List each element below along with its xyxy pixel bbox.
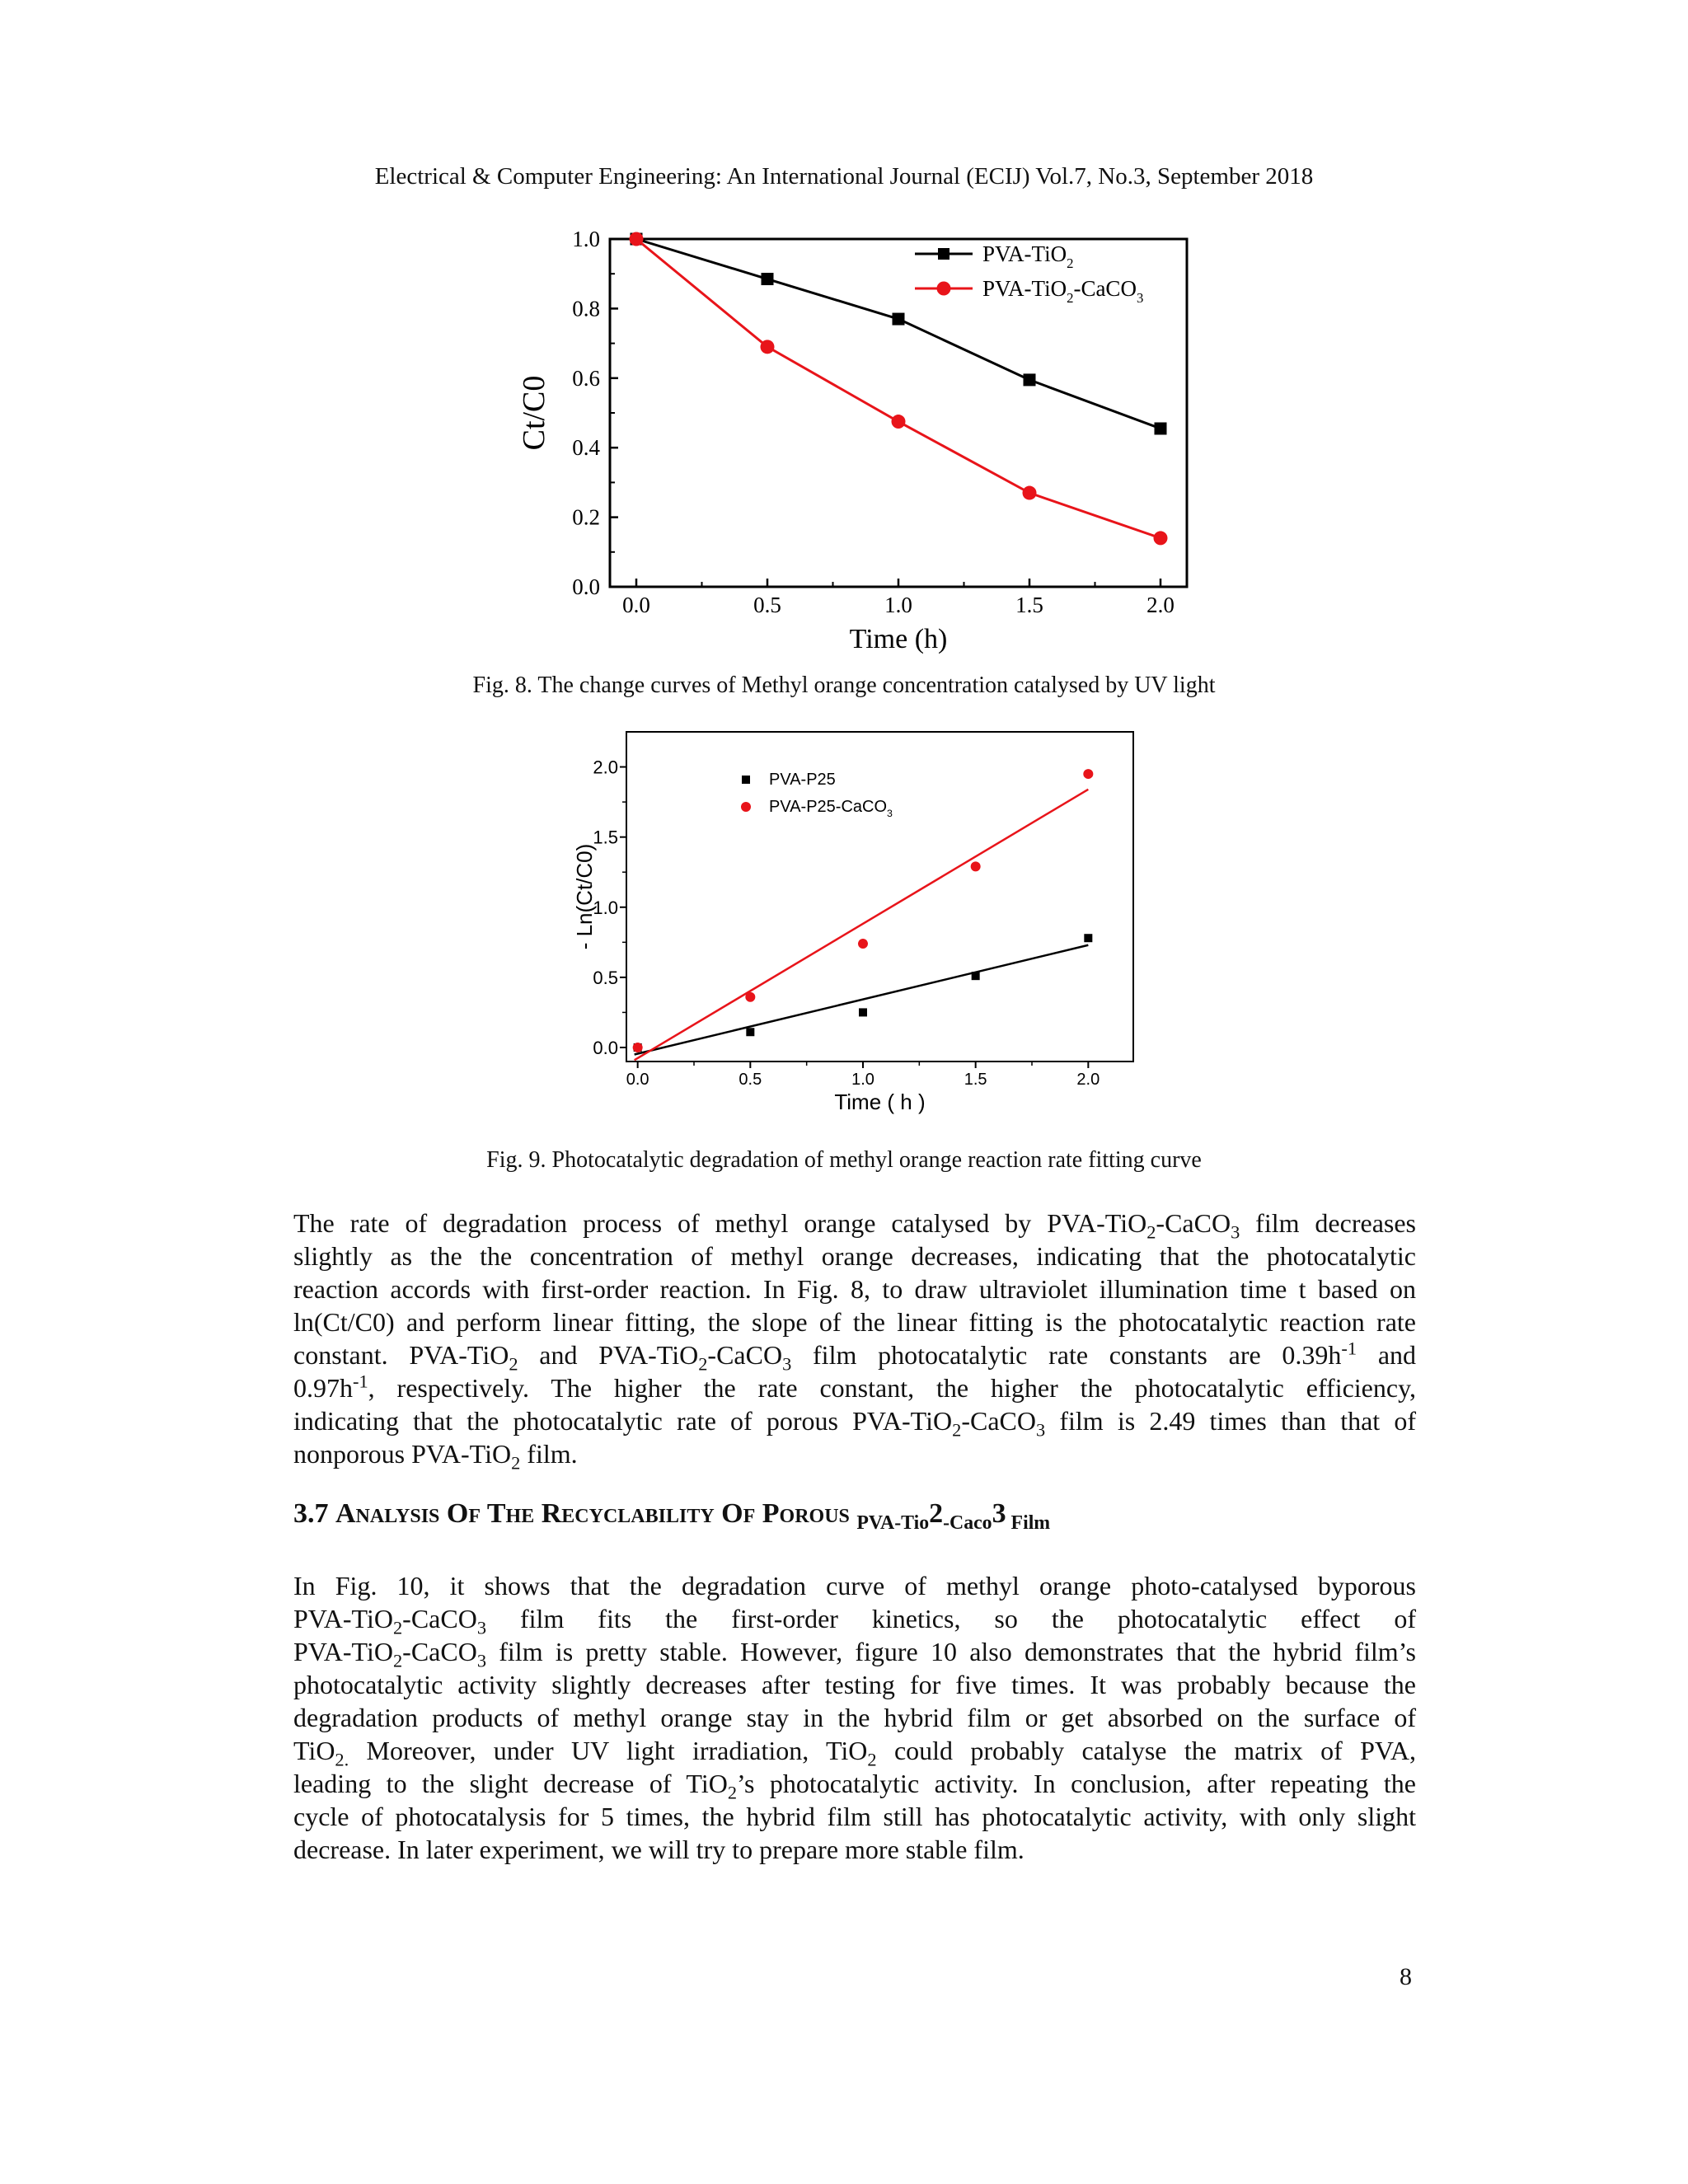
script-run: 2.	[335, 1749, 349, 1770]
text-line	[293, 1305, 1416, 1338]
text-run: could probably catalyse the matrix of PVA,	[876, 1736, 1417, 1765]
text-line	[293, 1569, 1416, 1602]
text-run: film photocatalytic rate constants are 0.39h	[791, 1340, 1342, 1370]
text-run: degradation products of methyl orange stay in the hybrid film or get absorbed on the surface of	[293, 1703, 1416, 1732]
y-tick-label: 0.2	[572, 504, 600, 530]
script-run: 2	[1146, 1221, 1156, 1243]
script-run: 2	[511, 1452, 521, 1474]
text-run: and	[1357, 1340, 1417, 1370]
data-point	[746, 1028, 754, 1036]
y-tick-label: 0.4	[572, 435, 600, 461]
text-run: decrease. In later experiment, we will try to prepare more stable film.	[293, 1835, 1025, 1864]
text-run: PVA-TiO	[293, 1637, 393, 1666]
legend-label-0: PVA-P25	[769, 771, 836, 789]
y-axis-label: - Ln(Ct/C0)	[572, 843, 597, 950]
y-tick-label: 0.0	[593, 1037, 618, 1058]
text-run: film.	[520, 1439, 578, 1469]
legend-marker	[937, 282, 951, 296]
text-line	[293, 1207, 1417, 1243]
text-run: nonporous PVA-TiO	[293, 1439, 512, 1469]
plot-frame	[626, 732, 1133, 1062]
data-point	[859, 1008, 867, 1016]
heading-run: PVA-Tio	[856, 1511, 930, 1534]
text-run: slightly as the the concentration of methyl orange decreases, indicating that the photocatalytic	[293, 1241, 1416, 1271]
text-run: film fits the first-order kinetics, so the photocatalytic effect of	[486, 1604, 1416, 1633]
y-tick-label: 1.0	[572, 227, 600, 251]
text-run: -CaCO	[1156, 1208, 1231, 1238]
script-run: 3	[476, 1617, 487, 1638]
data-point	[893, 313, 905, 326]
text-run: In Fig. 10, it shows that the degradation curve of methyl orange photo-catalysed byporous	[293, 1571, 1416, 1601]
fit-line-1	[635, 790, 1089, 1061]
script-run: -1	[1341, 1338, 1357, 1359]
figure-8-caption: Fig. 8. The change curves of Methyl orange concentration catalysed by UV light	[472, 673, 1216, 698]
data-point	[892, 415, 906, 429]
data-point	[630, 232, 644, 246]
data-point	[761, 340, 775, 354]
y-tick-label: 0.8	[572, 296, 600, 321]
figure-8-chart	[511, 224, 1203, 653]
script-run: 2	[867, 1749, 877, 1770]
figure-9	[572, 725, 1154, 1121]
text-run: reaction accords with first-order reaction. In Fig. 8, to draw ultraviolet illumination time t based on	[293, 1274, 1416, 1304]
y-tick-label: 1.0	[593, 897, 618, 918]
text-run: 0.97h	[293, 1373, 353, 1403]
series-line-0	[636, 239, 1160, 429]
text-run: cycle of photocatalysis for 5 times, the hybrid film still has photocatalytic activity, with only slight	[293, 1802, 1416, 1831]
legend-marker	[741, 802, 751, 812]
page-number: 8	[1400, 1963, 1412, 1990]
x-tick-label: 2.0	[1146, 593, 1175, 617]
heading-run: 3	[992, 1498, 1006, 1529]
text-line	[293, 1338, 1417, 1375]
data-point	[858, 939, 868, 949]
figure-9-chart	[572, 725, 1154, 1121]
data-point	[1083, 769, 1093, 779]
script-run: 2	[698, 1353, 708, 1375]
script-run: 3	[1035, 1419, 1046, 1441]
text-line	[293, 1767, 1417, 1803]
section-heading-3-7	[293, 1498, 1051, 1534]
x-tick-label: 1.5	[1015, 593, 1043, 617]
text-run: -CaCO	[402, 1604, 477, 1633]
text-line	[293, 1635, 1416, 1671]
text-run: , respectively. The higher the rate constant, the higher the photocatalytic efficiency,	[368, 1373, 1416, 1403]
data-point	[1024, 373, 1036, 386]
text-line	[293, 1272, 1416, 1305]
text-run: ln(Ct/C0) and perform linear fitting, the slope of the linear fitting is the photocatalytic reaction rate	[293, 1307, 1416, 1337]
text-run: TiO	[293, 1736, 335, 1765]
script-run: 2	[952, 1419, 962, 1441]
x-tick-label: 1.0	[851, 1071, 874, 1089]
script-run: 3	[782, 1353, 792, 1375]
text-line	[293, 1701, 1416, 1734]
y-tick-label: 0.6	[572, 365, 600, 391]
script-run: 2	[392, 1617, 403, 1638]
data-point	[762, 273, 774, 285]
data-point	[1154, 531, 1168, 545]
text-run: constant. PVA-TiO	[293, 1340, 509, 1370]
text-run: film is pretty stable. However, figure 10 also demonstrates that the hybrid film’s	[486, 1637, 1416, 1666]
text-run: The rate of degradation process of methyl orange catalysed by PVA-TiO	[293, 1208, 1147, 1238]
script-run: -1	[353, 1371, 368, 1392]
legend-label-1: PVA-TiO$_2$-CaCO$_3$	[982, 276, 1144, 307]
heading-run: Film	[1006, 1511, 1051, 1534]
x-axis-label: Time ( h )	[834, 1090, 926, 1114]
data-point	[971, 861, 981, 871]
text-run: -CaCO	[961, 1406, 1036, 1436]
script-run: 3	[1231, 1221, 1240, 1243]
script-run: 3	[476, 1650, 487, 1671]
text-line	[293, 1833, 1416, 1866]
text-run: photocatalytic activity slightly decreases after testing for five times. It was probably because the	[293, 1670, 1416, 1699]
figure-9-caption: Fig. 9. Photocatalytic degradation of methyl orange reaction rate fitting curve	[486, 1147, 1202, 1173]
text-run: -CaCO	[402, 1637, 477, 1666]
text-run: leading to the slight decrease of TiO	[293, 1769, 728, 1798]
data-point	[1023, 486, 1037, 500]
y-tick-label: 0.0	[572, 574, 600, 599]
text-run: indicating that the photocatalytic rate of porous PVA-TiO	[293, 1406, 953, 1436]
text-run: and PVA-TiO	[518, 1340, 699, 1370]
x-tick-label: 0.0	[626, 1071, 649, 1089]
x-tick-label: 1.5	[964, 1071, 987, 1089]
script-run: 2	[509, 1353, 518, 1375]
y-tick-label: 0.5	[593, 967, 618, 988]
legend-label-1: PVA-P25-CaCO$_3$	[769, 798, 893, 819]
x-tick-label: 1.0	[884, 593, 912, 617]
x-tick-label: 0.0	[622, 593, 650, 617]
data-point	[1084, 934, 1092, 942]
script-run: 2	[727, 1782, 738, 1803]
text-line	[293, 1371, 1416, 1404]
heading-run: Analysis Of The Recyclability Of Porous	[335, 1498, 857, 1529]
text-line	[293, 1240, 1416, 1272]
x-axis-label: Time (h)	[849, 624, 948, 654]
paragraph-recyclability	[293, 1569, 1416, 1866]
x-tick-label: 0.5	[753, 593, 781, 617]
y-tick-label: 2.0	[593, 757, 618, 778]
text-line	[293, 1734, 1417, 1770]
section-number: 3.7	[293, 1498, 329, 1529]
y-tick-label: 1.5	[593, 827, 618, 848]
legend-label-0: PVA-TiO$_2$	[982, 241, 1074, 272]
text-line	[293, 1668, 1416, 1701]
legend-marker	[742, 776, 750, 784]
text-run: Moreover, under UV light irradiation, TiO	[349, 1736, 868, 1765]
data-point	[972, 972, 980, 980]
x-tick-label: 0.5	[738, 1071, 762, 1089]
fit-line-0	[635, 945, 1089, 1055]
text-run: ’s photocatalytic activity. In conclusion, after repeating the	[737, 1769, 1417, 1798]
text-line	[293, 1404, 1417, 1441]
text-run: PVA-TiO	[293, 1604, 393, 1633]
paragraph-rate-constant	[293, 1207, 1417, 1474]
heading-run: 2	[929, 1498, 944, 1529]
figure-8	[511, 224, 1203, 653]
data-point	[633, 1043, 643, 1052]
text-line	[293, 1437, 1416, 1474]
heading-run: -Caco	[943, 1511, 992, 1534]
section-title	[335, 1498, 1051, 1534]
text-line	[293, 1602, 1416, 1638]
text-run: film decreases	[1240, 1208, 1417, 1238]
data-point	[745, 992, 755, 1002]
journal-header: Electrical & Computer Engineering: An International Journal (ECIJ) Vol.7, No.3, September 2018	[374, 163, 1314, 190]
x-tick-label: 2.0	[1076, 1071, 1100, 1089]
script-run: 2	[392, 1650, 403, 1671]
text-run: film is 2.49 times than that of	[1045, 1406, 1417, 1436]
text-line	[293, 1800, 1416, 1833]
data-point	[1155, 422, 1167, 434]
legend-marker	[938, 248, 950, 260]
text-run: -CaCO	[707, 1340, 783, 1370]
y-axis-label: Ct/C0	[517, 375, 551, 451]
